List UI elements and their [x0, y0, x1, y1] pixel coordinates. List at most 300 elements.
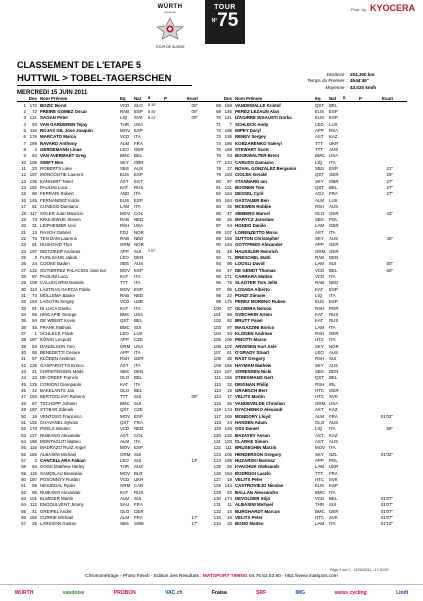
cell-rank: 109 — [213, 362, 221, 368]
cell-dos: 65 — [32, 350, 37, 356]
cell-dos: 55 — [227, 400, 232, 406]
cell-eq: RSH — [315, 305, 325, 311]
cell-nom: CHRISTENSEN Mads — [40, 369, 84, 375]
cell-eq: AST — [120, 432, 129, 438]
cell-nom: RUBIANO Alexander — [40, 489, 81, 495]
cell-eq: SBS — [120, 521, 129, 527]
cell-dos: 101 — [29, 495, 37, 501]
cell-nat: DEN — [329, 254, 339, 260]
cell-rank: 128 — [213, 483, 221, 489]
cell-nat: GBR — [134, 159, 144, 165]
column-header-p: P — [359, 95, 362, 101]
stage-route: HUTTWIL > TOBEL-TAGERSCHEN — [17, 73, 172, 84]
cell-rank: 67 — [21, 521, 26, 527]
cell-eq: KAT — [315, 286, 324, 292]
cell-dos: 2 — [34, 457, 37, 463]
cell-dos: 18 — [227, 476, 232, 482]
cell-dos: 63 — [227, 153, 232, 159]
cell-nom: GREIPEL André — [40, 508, 72, 514]
cell-nat: SUI — [329, 502, 337, 508]
cell-dos: 178 — [29, 426, 37, 432]
cell-eq: EUS — [315, 109, 325, 115]
cell-nom: HAUSSLER Heinrich — [235, 248, 278, 254]
cell-nat: UKR — [329, 464, 339, 470]
cell-nom: BALLAN Alessandro — [235, 489, 279, 495]
cell-eq: OLO — [120, 375, 130, 381]
cell-nat: FRA — [134, 140, 143, 146]
cell-dos: 197 — [29, 248, 37, 254]
cell-nom: MOLLEMA Bauke — [40, 292, 75, 298]
cell-eq: LEO — [120, 457, 129, 463]
cell-rank: 92 — [216, 254, 221, 260]
cell-rank: 41 — [21, 356, 26, 362]
cell-rank: 108 — [213, 356, 221, 362]
cell-dos: 76 — [32, 235, 37, 241]
cell-nat: USA — [329, 400, 339, 406]
cell-nom: DE GENDT Thomas — [235, 267, 276, 273]
cell-nom: BOONEN Tom — [235, 185, 265, 191]
cell-rank: 106 — [213, 343, 221, 349]
cell-dos: 197 — [29, 172, 37, 178]
cell-dos: 182 — [29, 451, 37, 457]
cell-nat: RUS — [329, 318, 339, 324]
cell-nat: BEL — [329, 495, 338, 501]
cell-nom: TEN DAM Laurens — [40, 235, 77, 241]
cell-nom: DE WEERT Kevin — [40, 318, 76, 324]
table-row — [212, 184, 407, 190]
cell-rank: 30 — [21, 286, 26, 292]
cell-eq: SBS — [315, 166, 324, 172]
table-row — [17, 102, 212, 108]
cell-eq: SKY — [315, 451, 324, 457]
cell-rank: 35 — [21, 318, 26, 324]
cell-nom: BODROGI Laszlo — [235, 470, 271, 476]
cell-dos: 56 — [227, 312, 232, 318]
cell-eq: LAM — [315, 464, 325, 470]
cell-rank: 65 — [21, 508, 26, 514]
cell-rank: 96 — [216, 280, 221, 286]
cell-dos: 34 — [227, 331, 232, 337]
cell-rank: 55 — [21, 445, 26, 451]
cell-nom: BENEDETTI Cesare — [40, 350, 81, 356]
cell-b: 0 07" — [148, 249, 156, 254]
cell-dos: 15 — [227, 388, 232, 394]
cell-nom: PAULINI Luca — [40, 185, 68, 191]
cell-dos: 125 — [29, 381, 37, 387]
cell-nat: UKR — [329, 140, 339, 146]
cell-rank: 52 — [21, 426, 26, 432]
cell-eq: BMC — [120, 324, 130, 330]
cell-dos: 106 — [224, 451, 232, 457]
cell-nat: ITA — [134, 134, 141, 140]
wurth-presents-block — [140, 4, 200, 49]
cell-rank: 34 — [21, 312, 26, 318]
cell-eq: TTT — [120, 394, 129, 400]
cell-eq: APP — [120, 248, 129, 254]
cell-nat: SWE — [134, 521, 145, 527]
cell-nom: GERDEMANN Linus — [40, 147, 82, 153]
cell-nat: GER — [329, 248, 339, 254]
cell-nom: BONO Matteo — [235, 521, 264, 527]
cell-rank: 42 — [21, 362, 26, 368]
cell-nat: ESP — [329, 115, 338, 121]
cell-dos: 61 — [227, 350, 232, 356]
results-table-right — [212, 95, 407, 527]
cell-nat: LUX — [329, 197, 338, 203]
cell-nat: ESP — [134, 197, 143, 203]
cell-nat: RSA — [329, 128, 339, 134]
cell-eq: AG2 — [315, 191, 324, 197]
cell-nat: LUX — [329, 121, 338, 127]
cell-rank: 2 — [23, 109, 26, 115]
cell-dos: 152 — [29, 419, 37, 425]
cell-eq: GRM — [120, 343, 131, 349]
cell-nom: VANDEVELDE Christian — [235, 400, 285, 406]
cell-rank: 117 — [214, 413, 221, 419]
cell-nat: UKR — [134, 476, 144, 482]
sponsor-logo: PROBON — [113, 590, 136, 596]
cell-nom: CURRIE Michael — [40, 515, 74, 521]
cell-nat: AUS — [134, 464, 144, 470]
cell-dos: 102 — [224, 343, 232, 349]
cell-eq: RAB — [315, 280, 325, 286]
cell-dos: 192 — [29, 515, 37, 521]
cell-nom: MCEWEN Robbie — [235, 204, 272, 210]
cell-ecart: 01'10" — [380, 521, 393, 527]
cell-nat: DEN — [134, 369, 144, 375]
cell-eq: LIQ — [315, 426, 323, 432]
cell-rank: 4 — [23, 121, 26, 127]
cell-eq: MOV — [120, 210, 131, 216]
cell-rank: 82 — [216, 191, 221, 197]
cell-nat: SUI — [134, 400, 142, 406]
cell-nom: VAN GARDEREN Tejay — [40, 121, 88, 127]
cell-nat: GER — [329, 172, 339, 178]
cell-rank: 76 — [216, 153, 221, 159]
cell-nat: ITA — [329, 273, 336, 279]
cell-eq: LEO — [315, 121, 324, 127]
cell-nom: OLIVEIRA Nelson — [235, 305, 272, 311]
cell-rank: 18 — [21, 210, 26, 216]
cell-nat: USA — [134, 223, 144, 229]
cell-rank: 29 — [21, 280, 26, 286]
cell-rank: 89 — [216, 235, 221, 241]
cell-nat: COL — [134, 432, 144, 438]
cell-dos: 111 — [225, 445, 232, 451]
column-header-b: B — [343, 96, 346, 100]
cell-nom: MADRAZO RUIZ Angel — [40, 445, 86, 451]
cell-dos: 53 — [32, 343, 37, 349]
cell-nom: VELITS Peter — [235, 515, 263, 521]
cell-nat: BEL — [329, 185, 338, 191]
cell-rank: 39 — [21, 343, 26, 349]
cell-rank: 94 — [216, 267, 221, 273]
cell-nat: ITA — [134, 280, 141, 286]
cell-rank: 132 — [213, 508, 221, 514]
cell-dos: 26 — [227, 216, 232, 222]
cell-nat: NOR — [329, 343, 339, 349]
table-header — [17, 95, 212, 102]
cell-ecart: 21" — [386, 166, 393, 172]
cell-nat: CZE — [134, 337, 143, 343]
cell-eq: RSH — [315, 331, 325, 337]
cell-dos: 44 — [227, 419, 232, 425]
cell-nat: SVK — [329, 476, 338, 482]
cell-nat: ESP — [134, 128, 143, 134]
cell-dos: 18 — [32, 413, 37, 419]
cell-rank: 33 — [21, 305, 26, 311]
cell-rank: 14 — [21, 185, 26, 191]
cell-nat: AUS — [134, 261, 144, 267]
cell-eq: AST — [120, 178, 129, 184]
table-row — [212, 165, 407, 171]
cell-dos: 3 — [34, 254, 37, 260]
cell-nom: DANIELSON Tom — [40, 343, 75, 349]
cell-nom: ROBERTS Luke — [40, 166, 72, 172]
cell-eq: FDJ — [120, 229, 129, 235]
cell-dos: 54 — [32, 318, 37, 324]
cell-eq: SBS — [120, 369, 129, 375]
sponsor-logo: Lindt — [396, 590, 409, 596]
table-row — [212, 508, 407, 514]
cell-dos: 174 — [224, 407, 232, 413]
cell-nom: STEEGMANS Gert — [235, 375, 274, 381]
cell-rank: 20 — [21, 223, 26, 229]
cell-dos: 13 — [32, 229, 37, 235]
cell-nom: FERNANDEZ Koldo — [40, 197, 80, 203]
cell-eq: AST — [315, 407, 324, 413]
cell-nom: KVACHUK Oleksandr — [235, 464, 280, 470]
cell-eq: HTC — [315, 394, 325, 400]
cell-rank: 98 — [216, 292, 221, 298]
cell-dos: 108 — [29, 280, 37, 286]
cell-nom: LOSADA Alberto — [235, 286, 270, 292]
chrono-suffix: 04.76.52.53.60 - http://www.matsport.com — [248, 574, 338, 579]
cell-eq: ALM — [120, 495, 130, 501]
cell-rank: 24 — [21, 248, 26, 254]
cell-nom: VANDEWALLE Kristof — [235, 102, 281, 108]
cell-eq: LAM — [315, 223, 325, 229]
cell-nat: ITA — [134, 362, 141, 368]
table-row — [212, 235, 407, 241]
cell-dos: 27 — [227, 166, 232, 172]
cell-eq: QST — [315, 102, 325, 108]
cell-nom: PINOTTI Marco — [235, 337, 267, 343]
cell-nat: ITA — [134, 350, 141, 356]
cell-eq: RSH — [120, 223, 130, 229]
cell-nat: NED — [329, 280, 339, 286]
cell-ecart: 27" — [386, 185, 393, 191]
cell-eq: HTC — [315, 337, 325, 343]
table-row — [212, 178, 407, 184]
cell-nom: CARRARA Matteo — [235, 273, 273, 279]
page-label: Page 1 sur 2 - 15/06/2011 - 17:30:59 — [330, 568, 389, 572]
cell-nat: GER — [329, 508, 339, 514]
cell-nom: CANCELLARA Fabian — [40, 457, 86, 463]
cell-nat: GBR — [329, 178, 339, 184]
cell-dos: 165 — [224, 362, 232, 368]
cell-rank: 6 — [23, 134, 26, 140]
cell-eq: THR — [315, 502, 325, 508]
cell-rank: 112 — [214, 381, 221, 387]
cell-rank: 90 — [216, 242, 221, 248]
cell-dos: 164 — [224, 191, 232, 197]
cell-rank: 104 — [213, 331, 221, 337]
cell-dos: 95 — [227, 286, 232, 292]
cell-dos: 73 — [32, 216, 37, 222]
cell-nom: IZAGIRRE INSAUSTI Gorka — [235, 115, 292, 121]
cell-nat: FRA — [134, 515, 143, 521]
cell-nat: ITA — [134, 191, 141, 197]
cell-eq: ALM — [315, 197, 325, 203]
sponsor-logo: vaudoise — [62, 590, 85, 596]
cell-eq: RAB — [120, 216, 130, 222]
cell-rank: 3 — [23, 115, 26, 121]
cell-eq: GRM — [120, 483, 131, 489]
column-header-b: B — [148, 96, 151, 100]
cell-nom: KLÖDEN Andreas — [235, 331, 273, 337]
cell-dos: 33 — [227, 521, 232, 527]
cell-nat: GER — [134, 508, 144, 514]
cell-rank: 69 — [216, 109, 221, 115]
tour-75-badge — [205, 0, 245, 44]
cell-dos: 164 — [224, 197, 232, 203]
cell-nom: HINCAPIE George — [40, 312, 77, 318]
cell-rank: 44 — [21, 375, 26, 381]
cell-eq: QST — [315, 172, 325, 178]
cell-dos: 91 — [32, 305, 37, 311]
column-header-eq: Eq — [120, 95, 126, 101]
cell-dos: 187 — [29, 337, 37, 343]
cell-dos: 71 — [227, 254, 232, 260]
cell-dos: 23 — [32, 166, 37, 172]
cell-nom: MONCOUTIE Laurent — [40, 172, 83, 178]
cell-eq: AST — [315, 134, 324, 140]
cell-dos: 55 — [227, 464, 232, 470]
cell-rank: 91 — [216, 248, 221, 254]
cell-eq: MOV — [120, 267, 131, 273]
cell-ecart: 13" — [191, 457, 198, 463]
cell-nat: CZE — [134, 407, 143, 413]
page-title: CLASSEMENT DE L'ETAPE 5 — [17, 60, 141, 70]
cell-eq: MOV — [120, 445, 131, 451]
sponsor-logo: Fraisa — [212, 590, 227, 596]
cell-rank: 50 — [21, 413, 26, 419]
cell-rank: 66 — [21, 515, 26, 521]
cell-eq: QST — [120, 318, 130, 324]
cell-nom: BRUTT Pavel — [235, 318, 263, 324]
cell-eq: VCD — [120, 476, 130, 482]
cell-eq: VCD — [120, 299, 130, 305]
cell-nat: SLO — [134, 102, 143, 108]
cell-rank: 9 — [23, 153, 26, 159]
cell-rank: 27 — [21, 267, 26, 273]
cell-rank: 37 — [21, 331, 26, 337]
cell-rank: 87 — [216, 223, 221, 229]
cell-rank: 7 — [23, 140, 26, 146]
cell-eq: KAT — [315, 312, 324, 318]
cell-nat: AUS — [134, 166, 144, 172]
cell-eq: LAM — [315, 521, 325, 527]
kyocera-logo: KYOCERA — [369, 3, 415, 13]
cell-nom: O'GRADY Stuart — [235, 350, 270, 356]
cell-nom: MAGAZZINI Enrico — [235, 324, 275, 330]
cell-eq: THR — [120, 464, 130, 470]
cell-nat: SUI — [134, 248, 142, 254]
cell-eq: APP — [315, 128, 324, 134]
cell-rank: 56 — [21, 451, 26, 457]
cell-nat: DEN — [329, 369, 339, 375]
cell-dos: 72 — [32, 109, 37, 115]
cell-rank: 47 — [21, 394, 26, 400]
cell-nat: BEL — [329, 102, 338, 108]
cell-ecart: 00" — [191, 394, 198, 400]
cell-nat: BEL — [134, 388, 143, 394]
cell-dos: 136 — [29, 178, 37, 184]
cell-eq: SKY — [315, 235, 324, 241]
cell-dos: 75 — [227, 280, 232, 286]
cell-nom: DE GREEF Francis — [40, 375, 79, 381]
cell-eq: KAT — [120, 273, 129, 279]
cell-rank: 101 — [213, 312, 221, 318]
cell-nat: USA — [134, 343, 144, 349]
cell-nom: GRABSCH Bert — [235, 388, 268, 394]
cell-nom: RUBIANO Alexander — [40, 432, 81, 438]
cell-eq: BMC — [120, 400, 130, 406]
cell-nat: UZB — [134, 299, 143, 305]
cell-eq: TTT — [315, 147, 324, 153]
cell-nat: SVK — [329, 515, 338, 521]
chrono-prefix: Chronométrage - Photo Finish - Edition des Résultats : — [85, 574, 202, 579]
emblem-label: TOUR DE SUISSE — [155, 45, 185, 49]
table-row — [212, 502, 407, 508]
table-row — [212, 521, 407, 527]
cell-nat: POR — [329, 305, 339, 311]
cell-dos: 96 — [227, 261, 232, 267]
cell-nom: PAOLINI Luca — [40, 273, 68, 279]
cell-rank: 10 — [21, 159, 26, 165]
cell-eq: LAM — [315, 324, 325, 330]
cell-nom: CORIONI Giampaolo — [40, 381, 82, 387]
cell-rank: 23 — [21, 242, 26, 248]
cell-nom: SUTTON Christopher — [235, 235, 280, 241]
cell-dos: 97 — [227, 324, 232, 330]
cell-dos: 193 — [224, 172, 232, 178]
cell-dos: 176 — [29, 134, 37, 140]
cell-nom: DI LUCA Danilo — [40, 305, 71, 311]
cell-nom: SWIFT Ben — [40, 159, 64, 165]
cell-nom: BURGHARDT Marcus — [235, 508, 280, 514]
edition-value: 75 — [217, 10, 239, 31]
cell-rank: 12 — [21, 172, 26, 178]
cell-nom: MARCATO Marco — [40, 134, 77, 140]
cell-eq: VCD — [315, 495, 325, 501]
cell-dos: 47 — [227, 210, 232, 216]
cell-dos: 92 — [227, 318, 232, 324]
cell-rank: 126 — [213, 470, 221, 476]
cell-rank: 19 — [21, 216, 26, 222]
cell-eq: EUS — [315, 299, 325, 305]
cell-nom: VELITS Martin — [235, 394, 265, 400]
cell-rank: 71 — [216, 121, 221, 127]
column-header-dos: Dos — [28, 95, 37, 101]
table-row — [212, 172, 407, 178]
cell-nom: STYBAR Zdenek — [40, 407, 74, 413]
cell-rank: 83 — [216, 197, 221, 203]
cell-nat: ITA — [329, 292, 336, 298]
cell-nom: FUGLSANG Jakob — [40, 254, 78, 260]
cell-dos: 113 — [30, 286, 37, 292]
